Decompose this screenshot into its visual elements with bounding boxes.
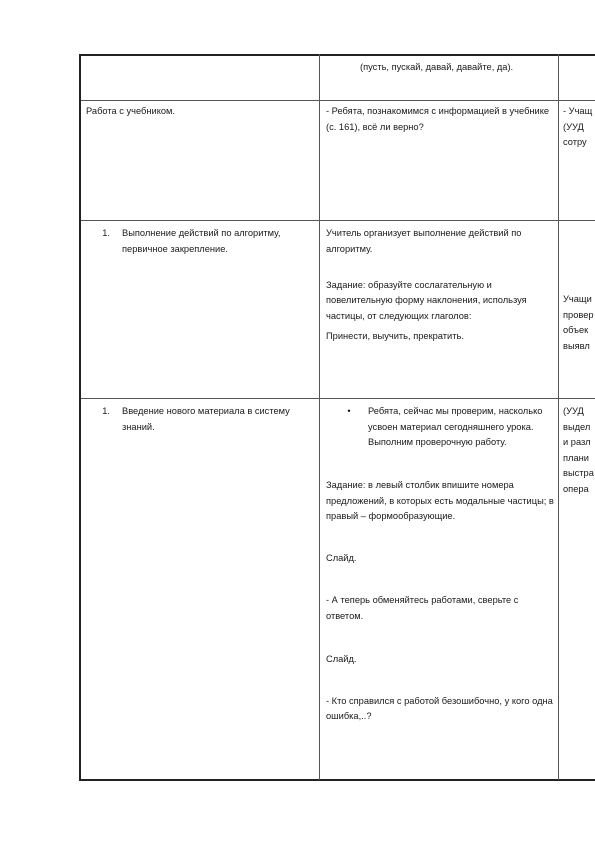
item-number: 1. bbox=[102, 406, 110, 416]
row2-col3-cell bbox=[563, 292, 595, 354]
row1-col3-line: (УУД bbox=[563, 121, 584, 132]
row-divider-1 bbox=[79, 100, 595, 101]
row-divider-2 bbox=[79, 220, 595, 221]
who-succeeded-question: - Кто справился с работой безошибочно, у кого одна ошибка,..? bbox=[326, 695, 553, 721]
row3-col3-line: (УУД bbox=[563, 406, 584, 416]
row3-col3-cell bbox=[563, 404, 595, 497]
row2-col3-line: провер bbox=[563, 309, 594, 320]
verbs-list: Принести, выучить, прекратить. bbox=[326, 331, 464, 341]
row2-col3-line: объек bbox=[563, 325, 589, 335]
column-divider-2 bbox=[558, 54, 559, 780]
row2-col2-cell bbox=[326, 226, 556, 345]
row1-col3-line: сотру bbox=[563, 137, 587, 147]
stage-title-textbook: Работа с учебником. bbox=[86, 106, 176, 116]
row1-col2-cell bbox=[326, 104, 556, 135]
textbook-instruction: - Ребята, познакомимся с информацией в учебнике (с. 161), всё ли верно? bbox=[326, 106, 550, 132]
row3-col3-line: выстра bbox=[563, 468, 594, 478]
check-work-text: Ребята, сейчас мы проверим, насколько усвоен материал сегодняшнего урока. Выполним проверочную работу. bbox=[368, 406, 543, 447]
slide-label: Слайд. bbox=[326, 653, 357, 664]
row3-col3-line: опера bbox=[563, 483, 589, 494]
exchange-works-text: - А теперь обменяйтесь работами, сверьте с ответом. bbox=[326, 595, 519, 621]
row2-col1-cell bbox=[90, 226, 315, 257]
row3-col1-cell bbox=[90, 404, 315, 435]
row2-col3-line: Учащи bbox=[563, 294, 592, 304]
row3-col3-line: плани bbox=[563, 452, 589, 463]
row3-col3-line: выдел bbox=[563, 421, 591, 432]
row1-col3-cell bbox=[563, 104, 595, 151]
row1-col1-cell bbox=[86, 104, 314, 120]
numbered-item bbox=[90, 404, 315, 435]
row0-col2-cell bbox=[326, 60, 556, 76]
particles-list: (пусть, пускай, давай, давайте, да). bbox=[360, 62, 514, 72]
column-divider-1 bbox=[319, 54, 320, 780]
row3-col2-cell bbox=[326, 404, 556, 725]
bullet-marker: • bbox=[347, 406, 351, 416]
row3-col3-line: и разл bbox=[563, 437, 591, 447]
table-left-border bbox=[79, 54, 81, 780]
bullet-item bbox=[326, 404, 556, 451]
task-form-moods: Задание: образуйте сослагательную и повелительную форму наклонения, используя частицы, от следующих глаголов: bbox=[326, 279, 527, 321]
row-divider-3 bbox=[79, 398, 595, 399]
stage-title-new-material: Введение нового материала в систему знаний. bbox=[122, 406, 290, 432]
stage-title-algorithm: Выполнение действий по алгоритму, первичное закрепление. bbox=[122, 228, 281, 254]
table-bottom-border bbox=[79, 779, 595, 781]
slide-label: Слайд. bbox=[326, 553, 357, 563]
item-number: 1. bbox=[102, 228, 110, 238]
numbered-item bbox=[90, 226, 315, 257]
row2-col3-line: выявл bbox=[563, 340, 590, 351]
table-top-border bbox=[79, 54, 595, 56]
task-left-right-columns: Задание: в левый столбик впишите номера предложений, в которых есть модальные частицы; в правый – формообразующие. bbox=[326, 480, 554, 521]
row1-col3-line: - Учащ bbox=[563, 106, 593, 116]
teacher-organizes-text: Учитель организует выполнение действий по алгоритму. bbox=[326, 228, 522, 254]
